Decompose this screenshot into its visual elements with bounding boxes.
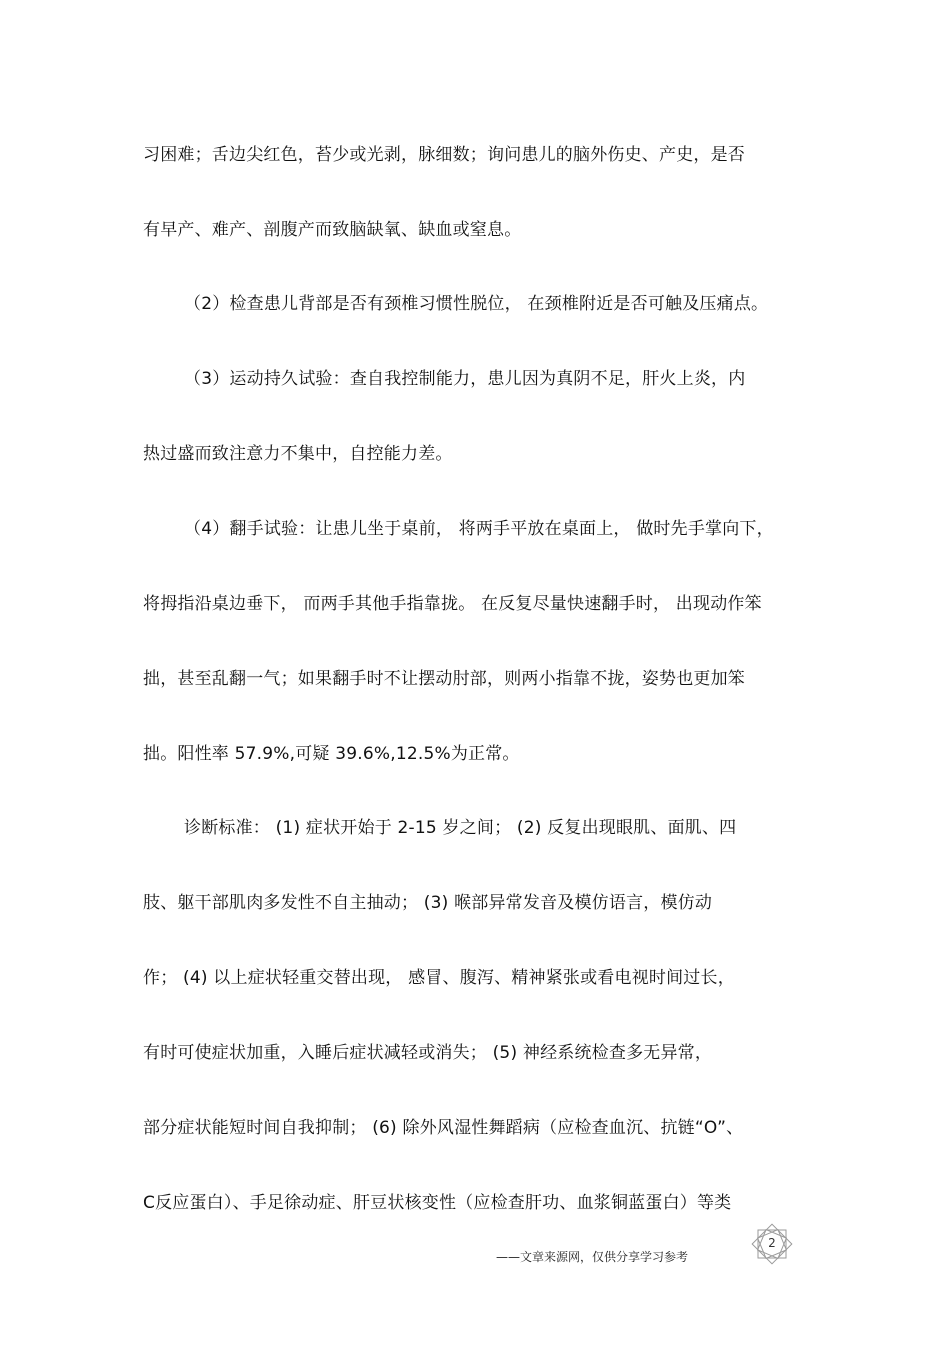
paragraph-line-3: （2）检查患儿背部是否有颈椎习惯性脱位， 在颈椎附近是否可触及压痛点。: [184, 294, 769, 314]
paragraph-line-14: 部分症状能短时间自我抑制； (6) 除外风湿性舞蹈病（应检查血沉、抗链“O”、: [143, 1118, 744, 1138]
page-number: 2: [768, 1236, 776, 1250]
paragraph-line-7: 将拇指沿桌边垂下， 而两手其他手指靠拢。 在反复尽量快速翻手时， 出现动作笨: [143, 594, 762, 614]
paragraph-line-4: （3）运动持久试验：查自我控制能力，患儿因为真阴不足，肝火上炎，内: [184, 369, 746, 389]
page-number-badge: [748, 1220, 796, 1268]
paragraph-line-9: 拙。阳性率 57.9%,可疑 39.6%,12.5%为正常。: [143, 744, 520, 764]
paragraph-line-11: 肢、躯干部肌肉多发性不自主抽动； (3) 喉部异常发音及模仿语言，模仿动: [143, 893, 713, 913]
footer-source-note: ——文章来源网，仅供分享学习参考: [496, 1250, 689, 1264]
paragraph-line-12: 作； (4) 以上症状轻重交替出现， 感冒、腹泻、精神紧张或看电视时间过长，: [143, 968, 735, 988]
paragraph-line-2: 有早产、难产、剖腹产而致脑缺氧、缺血或窒息。: [143, 220, 522, 240]
paragraph-line-13: 有时可使症状加重，入睡后症状减轻或消失； (5) 神经系统检查多无异常，: [143, 1043, 713, 1063]
paragraph-line-8: 拙，甚至乱翻一气；如果翻手时不让摆动肘部，则两小指靠不拢，姿势也更加笨: [143, 669, 745, 689]
paragraph-line-6: （4）翻手试验：让患儿坐于桌前， 将两手平放在桌面上， 做时先手掌向下，: [184, 519, 774, 539]
paragraph-line-5: 热过盛而致注意力不集中，自控能力差。: [143, 444, 453, 464]
paragraph-line-1: 习困难；舌边尖红色，苔少或光剥，脉细数；询问患儿的脑外伤史、产史，是否: [143, 145, 745, 165]
paragraph-line-10: 诊断标准： (1) 症状开始于 2-15 岁之间； (2) 反复出现眼肌、面肌、四: [184, 818, 737, 838]
paragraph-line-15: C反应蛋白）、手足徐动症、肝豆状核变性（应检查肝功、血浆铜蓝蛋白）等类: [143, 1193, 732, 1213]
